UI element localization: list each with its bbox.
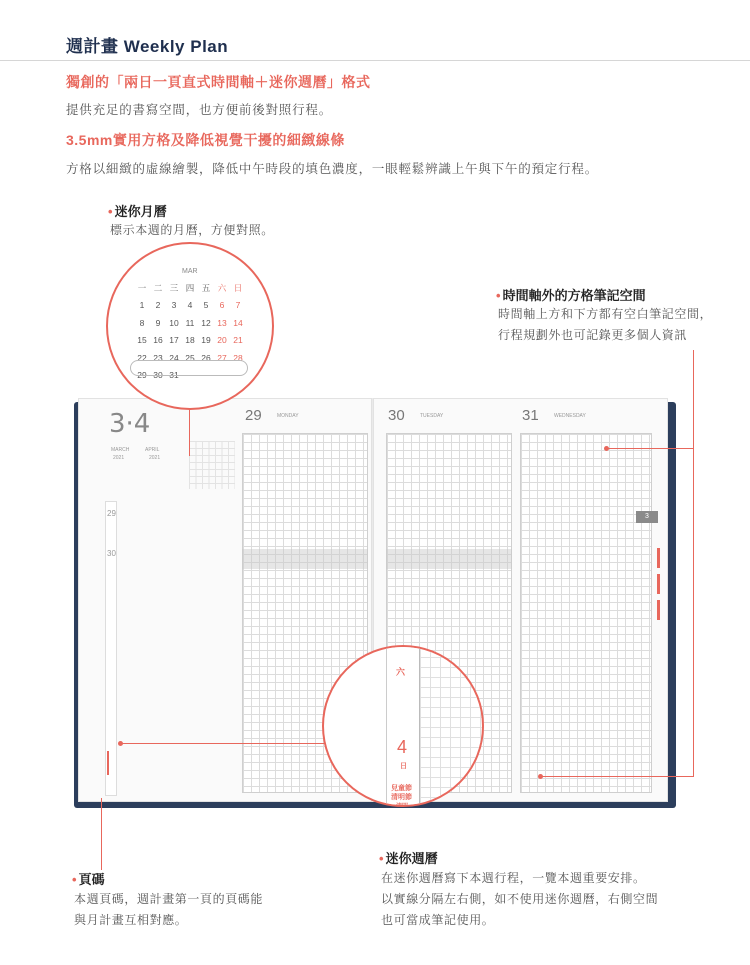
mini-month-weekday: 一 (137, 283, 147, 293)
mini-week-holiday-2: 清明節 (391, 794, 412, 801)
planner-noon-band-right (386, 549, 512, 569)
mini-month-day: 10 (169, 317, 179, 328)
mini-month-day: 21 (233, 335, 243, 345)
mini-week-grid (420, 647, 484, 807)
mini-month-day: 15 (137, 335, 147, 345)
mini-month-day: 3 (171, 300, 177, 310)
grid-notes-leader-dot-top (604, 446, 609, 451)
mini-month-day: 16 (153, 335, 163, 345)
mini-week-holiday-1: 兒童節 (391, 785, 412, 792)
mini-month-day: 22 (137, 352, 147, 363)
mini-month-day: 18 (185, 335, 195, 345)
planner-day-31-grid (520, 433, 652, 793)
mini-month-day: 8 (139, 317, 145, 328)
planner-year-right: 2021 (149, 455, 161, 461)
mini-month-day: 23 (153, 352, 163, 363)
planner-edge-tab-3 (657, 600, 660, 620)
mini-month-day: 1 (139, 300, 145, 310)
mini-month-day: 14 (233, 317, 243, 328)
mini-month-weekday: 日 (233, 283, 243, 293)
mini-week-leader-dot (118, 741, 123, 746)
mini-month-day: 19 (201, 335, 211, 345)
mini-month-day: 4 (187, 300, 193, 310)
mini-month-day: 26 (201, 352, 211, 363)
callout-grid-notes-desc1: 時間軸上方和下方都有空白筆記空間， (498, 307, 713, 321)
grid-notes-leader-dot-bottom (538, 774, 543, 779)
mini-month-weekday: 五 (201, 283, 211, 293)
planner-day-30-num: 30 (388, 407, 405, 424)
mini-month-weekday: 四 (185, 283, 195, 293)
callout-mini-week-desc2: 以實線分隔左右側，如不使用迷你週曆，右側空間 (381, 892, 659, 906)
planner-noon-band-left (242, 549, 368, 569)
mini-month-day: 27 (217, 352, 227, 363)
planner-side-date-2: 30 (107, 549, 116, 558)
grid-notes-leader-top (606, 448, 693, 449)
grid-notes-leader-bottom (540, 776, 693, 777)
planner-day-30-label: TUESDAY (420, 413, 444, 419)
mini-month-label: MAR (182, 268, 198, 275)
feature-desc-2: 方格以細緻的虛線繪製，降低中午時段的填色濃度，一眼輕鬆辨識上午與下午的預定行程。 (66, 162, 599, 176)
mini-week-weekday: 六 (396, 667, 406, 677)
mini-month-day: 2 (155, 300, 161, 310)
title-divider (0, 60, 750, 61)
feature-heading-2: 3.5mm實用方格及降低視覺干擾的細緻線條 (66, 132, 345, 148)
page-title: 週計畫 Weekly Plan (66, 37, 229, 56)
callout-page-num-title-text: 頁碼 (78, 872, 105, 887)
mini-month-day: 11 (185, 317, 195, 328)
callout-mini-month-title-text: 迷你月曆 (114, 204, 167, 219)
callout-grid-notes-desc2: 行程規劃外也可記錄更多個人資訊 (498, 328, 688, 342)
mini-month-current-week (130, 360, 248, 376)
mini-month-day: 6 (219, 300, 225, 310)
callout-page-num-title: • 頁碼 (72, 872, 105, 887)
mini-month-day: 24 (169, 352, 179, 363)
planner-date-big (109, 409, 150, 439)
callout-page-num-desc1: 本週頁碼，週計畫第一頁的頁碼能 (74, 892, 264, 906)
mini-month-day: 30 (153, 370, 163, 380)
planner-day-31-label: WEDNESDAY (554, 413, 586, 419)
planner-tiny-calendar (189, 441, 235, 489)
planner-month-right: APRIL (145, 447, 160, 453)
feature-desc-1: 提供充足的書寫空間，也方便前後對照行程。 (66, 103, 333, 117)
feature-heading-1: 獨創的「兩日一頁直式時間軸＋迷你週曆」格式 (66, 74, 371, 90)
callout-grid-notes-title-text: 時間軸外的方格筆記空間 (502, 288, 646, 303)
planner-day-29-label: MONDAY (277, 413, 299, 419)
mini-month-day: 5 (203, 300, 209, 310)
mini-month-day: 28 (233, 352, 243, 363)
planner-edge-tab-2 (657, 574, 660, 594)
mini-week-holiday-3: 清明 (396, 804, 409, 807)
mini-week-zoom-circle (322, 645, 484, 807)
mini-week-leader-line (120, 743, 325, 744)
callout-mini-week-title: • 迷你週曆 (379, 851, 438, 866)
mini-month-day: 7 (235, 300, 241, 310)
page-num-leader-line (101, 798, 102, 870)
mini-month-day: 13 (217, 317, 227, 328)
callout-mini-month-desc: 標示本週的月曆，方便對照。 (110, 223, 274, 237)
mini-month-zoom-circle (106, 242, 274, 410)
callout-mini-month-title: • 迷你月曆 (108, 204, 167, 219)
mini-month-day: 25 (185, 352, 195, 363)
planner-month-left: MARCH (111, 447, 130, 453)
mini-month-leader-line (189, 410, 190, 456)
planner-year-left: 2021 (113, 455, 125, 461)
mini-month-weekday: 二 (153, 283, 163, 293)
planner-day-29-num: 29 (245, 407, 262, 424)
planner-edge-tab-1 (657, 548, 660, 568)
callout-mini-week-title-text: 迷你週曆 (385, 851, 438, 866)
mini-month-day: 20 (217, 335, 227, 345)
planner-month-tab: 3 (636, 511, 658, 523)
planner-mini-week-marker (107, 751, 115, 775)
mini-week-date: 4 (397, 737, 408, 757)
mini-month-weekday: 三 (169, 283, 179, 293)
mini-month-day: 17 (169, 335, 179, 345)
callout-grid-notes-title: • 時間軸外的方格筆記空間 (496, 288, 646, 303)
mini-week-date-label: 日 (400, 763, 407, 770)
callout-mini-week-desc1: 在迷你週曆寫下本週行程，一覽本週重要安排。 (381, 871, 646, 885)
grid-notes-leader-vertical (693, 350, 694, 777)
callout-mini-week-desc3: 也可當成筆記使用。 (381, 913, 495, 927)
mini-month-weekday: 六 (217, 283, 227, 293)
mini-month-day: 12 (201, 317, 211, 328)
mini-month-day: 9 (155, 317, 161, 328)
mini-month-day: 29 (137, 370, 147, 380)
mini-month-day: 31 (169, 370, 179, 380)
planner-side-date-1: 29 (107, 509, 116, 518)
callout-page-num-desc2: 與月計畫互相對應。 (74, 913, 188, 927)
planner-date-big-text: 3·4 (109, 409, 151, 439)
planner-day-31-num: 31 (522, 407, 539, 424)
